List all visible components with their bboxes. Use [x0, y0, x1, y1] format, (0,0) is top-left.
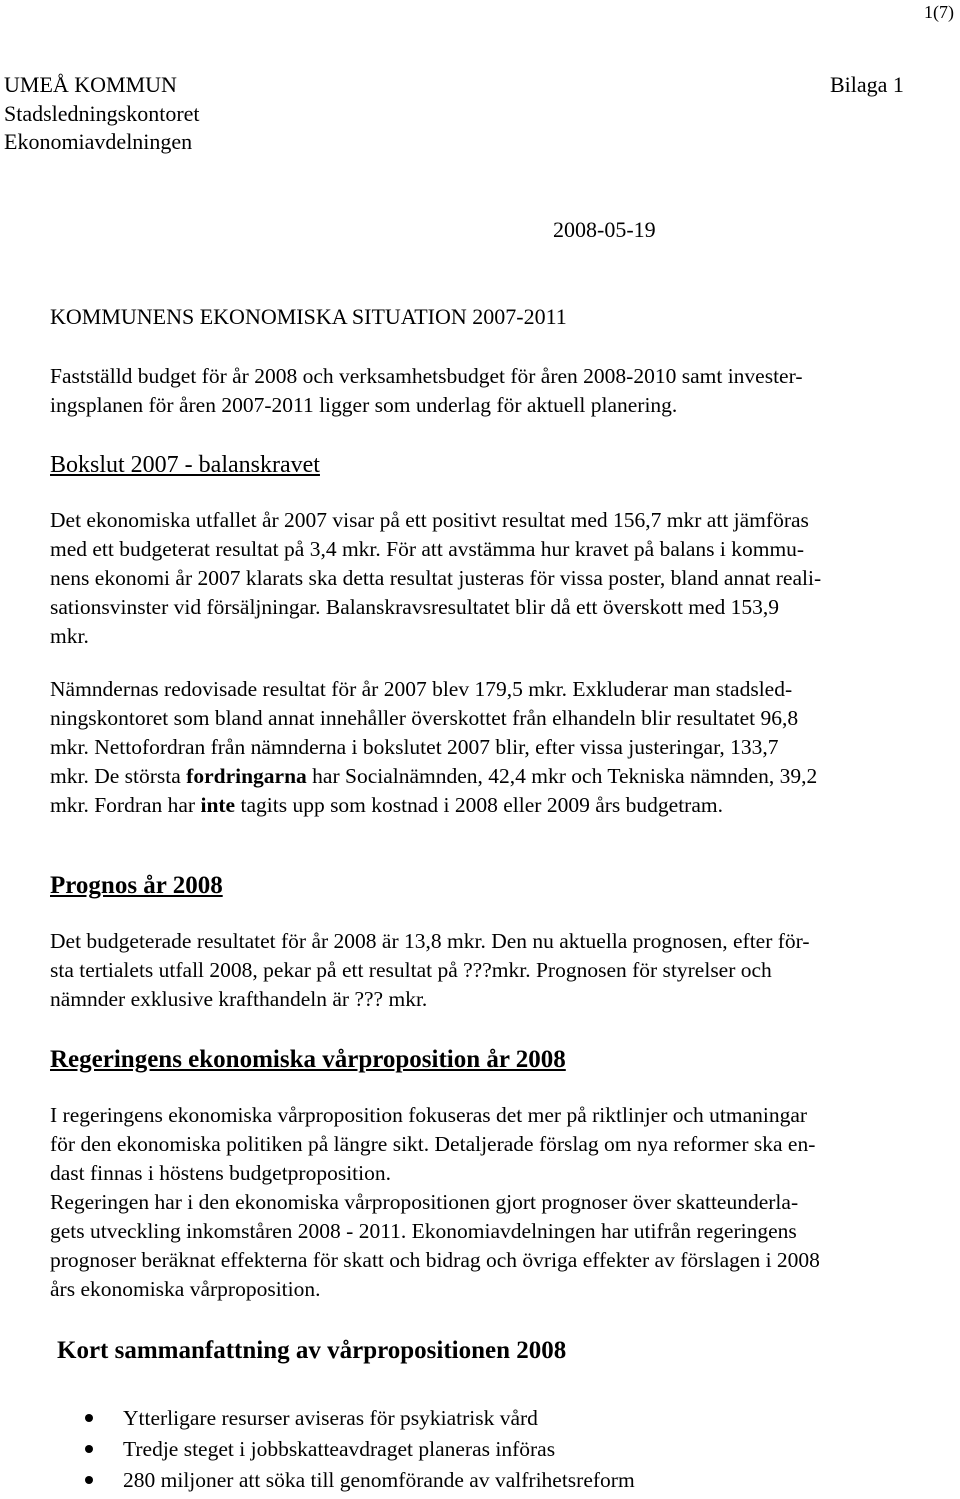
body-line: gets utveckling inkomståren 2008 - 2011. Ekonomiavdelningen har utifrån regeringens: [50, 1219, 797, 1243]
emphasis-text: inte: [200, 793, 236, 817]
body-line: [50, 764, 817, 789]
section-heading-bokslut: Bokslut 2007 - balanskravet: [50, 452, 320, 478]
body-line: dast finnas i höstens budgetproposition.: [50, 1161, 391, 1185]
body-line: Regeringen har i den ekonomiska vårpropositionen gjort prognoser över skatteunderla-: [50, 1190, 799, 1214]
bullet-icon: [85, 1476, 93, 1484]
intro-line: ingsplanen för åren 2007-2011 ligger som underlag för aktuell planering.: [50, 393, 678, 417]
body-line: I regeringens ekonomiska vårproposition fokuseras det mer på riktlinjer och utmaningar: [50, 1103, 808, 1127]
list-item-text: 280 miljoner att söka till genomförande av valfrihetsreform: [123, 1468, 635, 1492]
body-line: [50, 793, 723, 818]
org-name: UMEÅ KOMMUN: [4, 72, 177, 97]
bullet-icon: [85, 1445, 93, 1453]
section-heading-varproposition: Regeringens ekonomiska vårproposition år 2008: [50, 1046, 566, 1073]
document-date: 2008-05-19: [553, 217, 656, 242]
text-run: mkr. Fordran har: [50, 793, 201, 817]
intro-line: Fastställd budget för år 2008 och verksamhetsbudget för åren 2008-2010 samt invester-: [50, 364, 803, 388]
section-heading-prognos: Prognos år 2008: [50, 872, 223, 899]
text-run: mkr. De största: [50, 764, 187, 788]
body-line: års ekonomiska vårproposition.: [50, 1277, 321, 1301]
body-line: med ett budgeterat resultat på 3,4 mkr. För att avstämma hur kravet på balans i kommu-: [50, 537, 805, 561]
emphasis-text: fordringarna: [186, 764, 307, 788]
body-line: nämnder exklusive krafthandeln är ??? mkr.: [50, 987, 428, 1011]
list-item-text: Tredje steget i jobbskatteavdraget planeras införas: [123, 1437, 556, 1461]
bullet-icon: [85, 1414, 93, 1422]
document-title: KOMMUNENS EKONOMISKA SITUATION 2007-2011: [50, 304, 567, 329]
body-line: Det ekonomiska utfallet år 2007 visar på ett positivt resultat med 156,7 mkr att jämföras: [50, 508, 809, 532]
body-line: för den ekonomiska politiken på längre sikt. Detaljerade förslag om nya reformer ska en-: [50, 1132, 816, 1156]
body-line: prognoser beräknat effekterna för skatt och bidrag och övriga effekter av förslagen i 2008: [50, 1248, 820, 1272]
body-line: Det budgeterade resultatet för år 2008 är 13,8 mkr. Den nu aktuella prognosen, efter för-: [50, 929, 810, 953]
attachment-label: Bilaga 1: [830, 72, 904, 97]
body-line: Nämndernas redovisade resultat för år 2007 blev 179,5 mkr. Exkluderar man stadsled-: [50, 677, 793, 701]
body-line: ningskontoret som bland annat innehåller överskottet från elhandeln blir resultatet 96,8: [50, 706, 799, 730]
section-heading-sammanfattning: Kort sammanfattning av vårpropositionen 2008: [57, 1337, 567, 1364]
body-line: nens ekonomi år 2007 klarats ska detta resultat justeras för vissa poster, bland annat reali-: [50, 566, 822, 590]
body-line: sta tertialets utfall 2008, pekar på ett resultat på ???mkr. Prognosen för styrelser och: [50, 958, 772, 982]
list-item: [85, 1406, 538, 1431]
list-item-text: Ytterligare resurser aviseras för psykiatrisk vård: [123, 1406, 538, 1430]
page-number: 1(7): [924, 2, 954, 22]
list-item: [85, 1468, 635, 1493]
text-run: tagits upp som kostnad i 2008 eller 2009 års budgetram.: [235, 793, 723, 817]
body-line: sationsvinster vid försäljningar. Balanskravsresultatet blir då ett överskott med 153,9: [50, 595, 780, 619]
org-office: Stadsledningskontoret: [4, 101, 200, 126]
body-line: mkr. Nettofordran från nämnderna i bokslutet 2007 blir, efter vissa justeringar, 133,7: [50, 735, 779, 759]
body-line: mkr.: [50, 624, 89, 648]
org-department: Ekonomiavdelningen: [4, 129, 193, 154]
list-item: [85, 1437, 555, 1462]
text-run: har Socialnämnden, 42,4 mkr och Tekniska nämnden, 39,2: [306, 764, 818, 788]
